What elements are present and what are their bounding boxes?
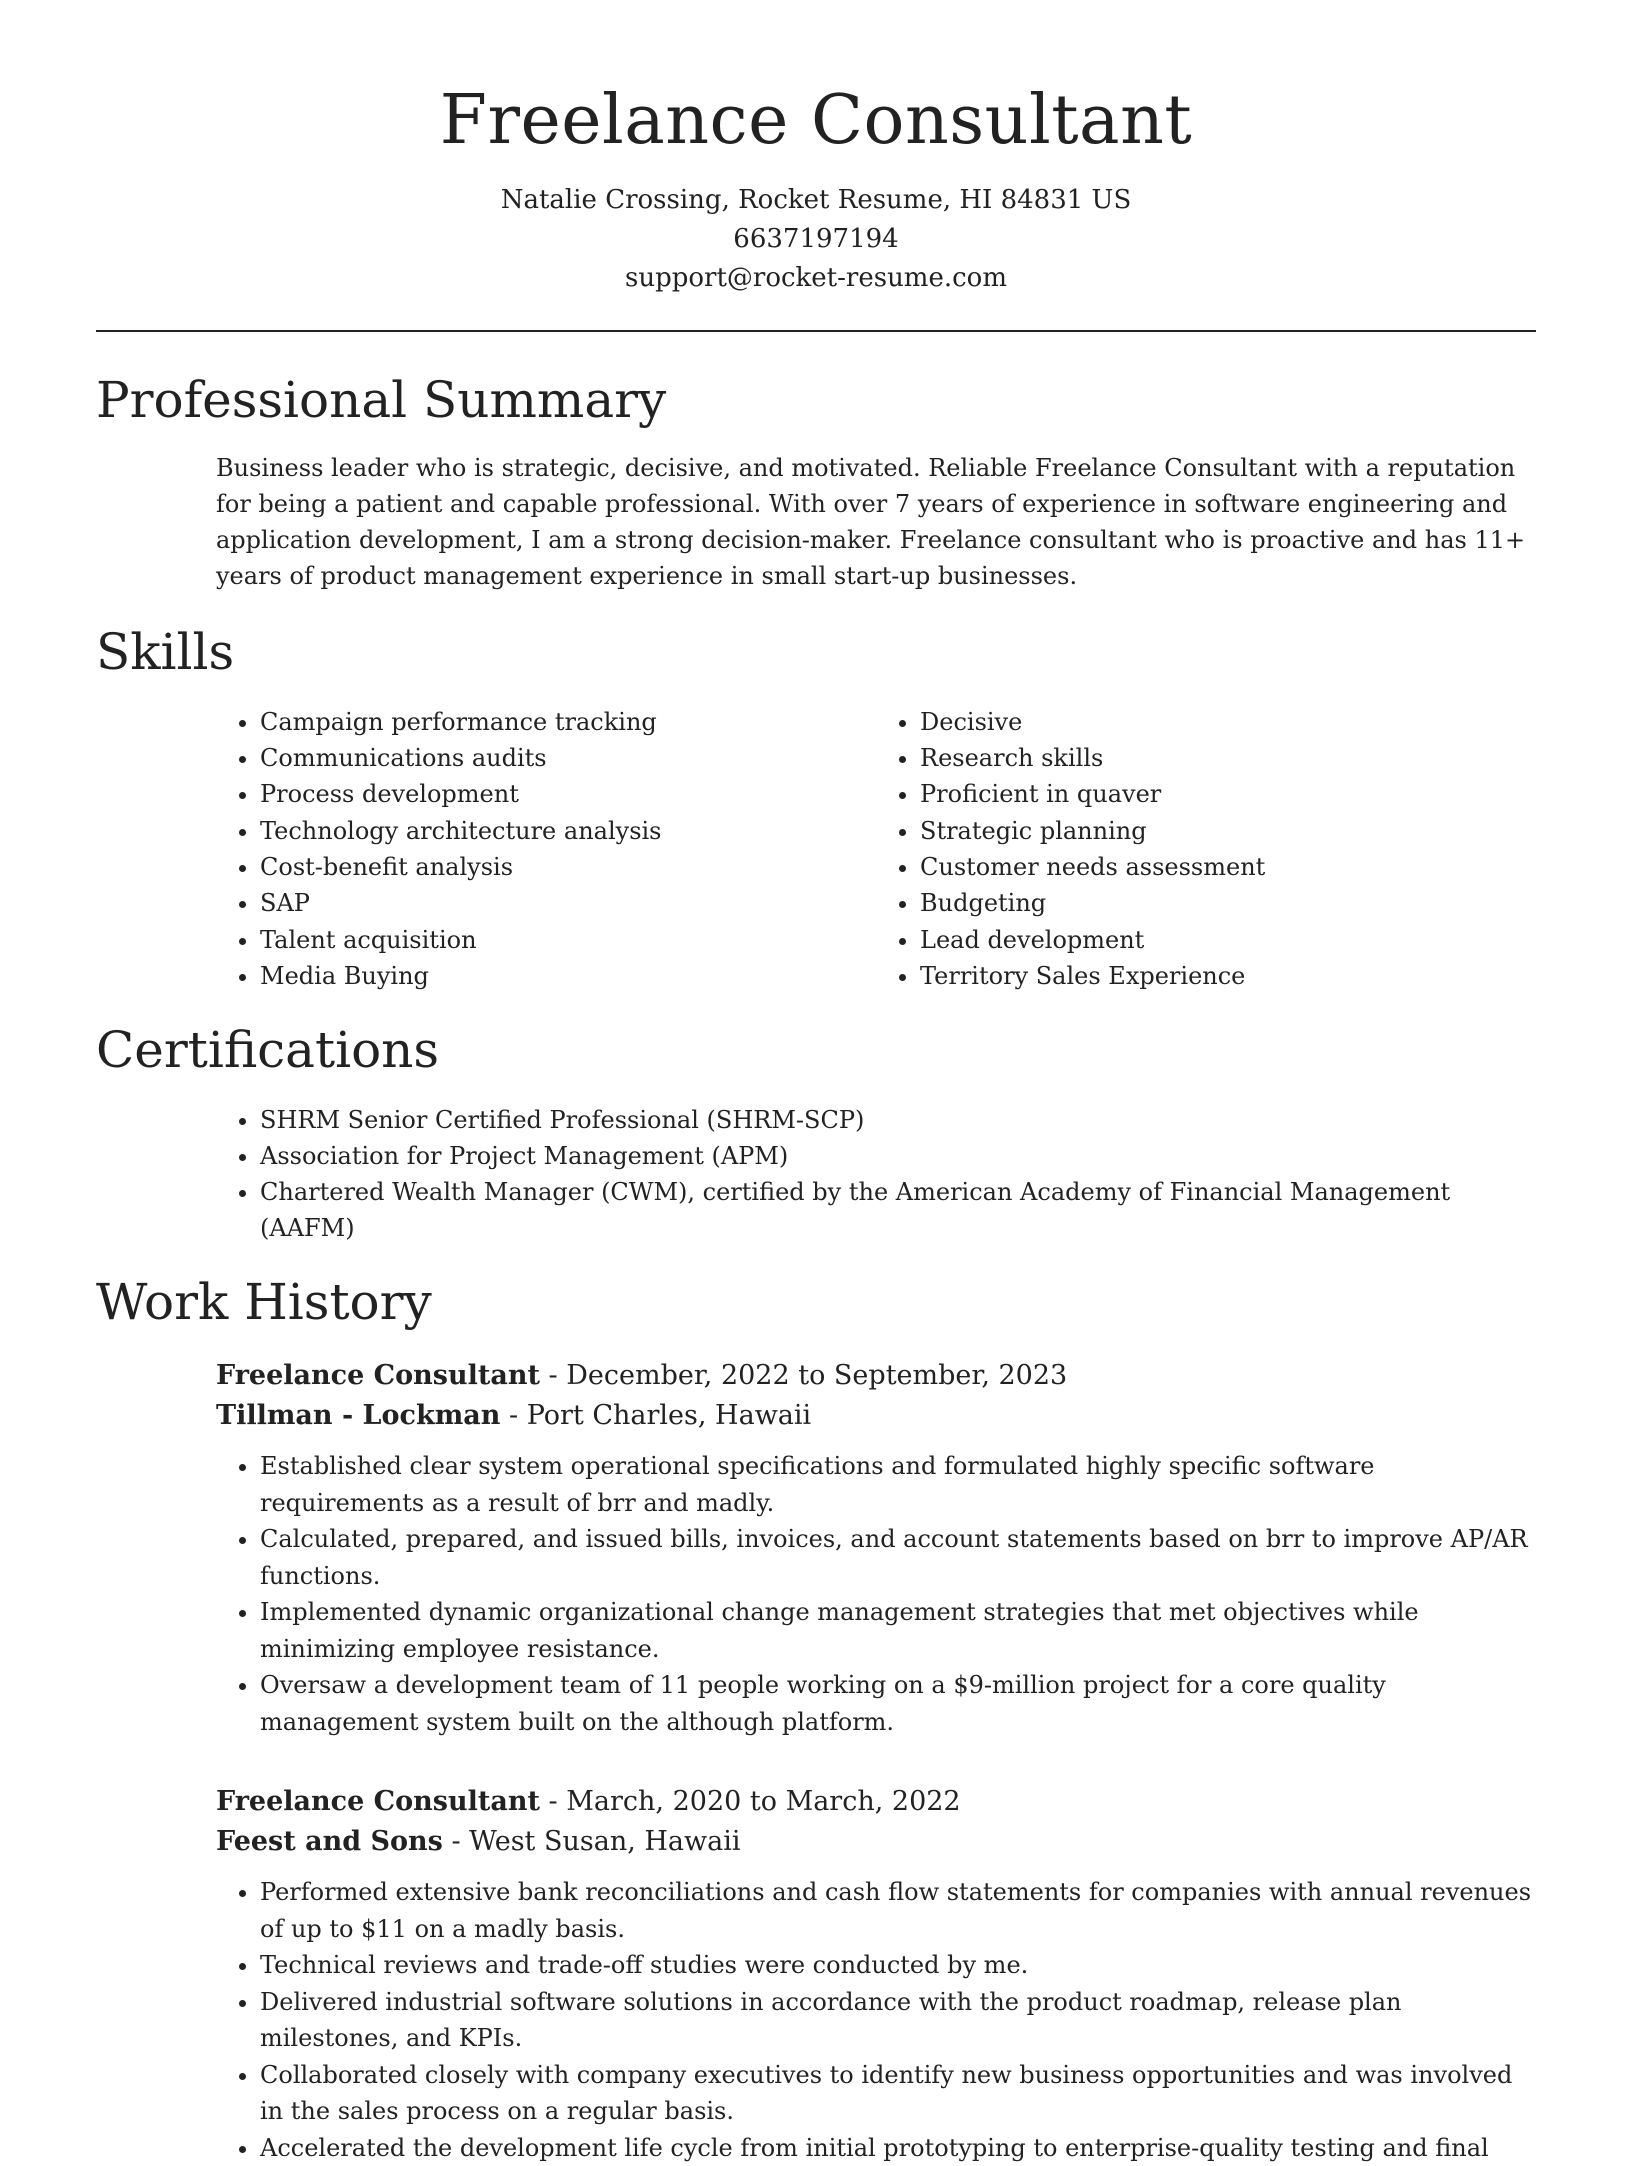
certifications-title: Certifications (96, 1021, 440, 1080)
job-bullet: • Technical reviews and trade-off studies were conducted by me. (260, 1947, 1536, 1984)
job-bullet: • Collaborated closely with company executives to identify new business opportunities and was involved in the sales process on a regular basis. (260, 2057, 1536, 2130)
summary-title: Professional Summary (96, 370, 667, 429)
job-entry (216, 1782, 1536, 2166)
email: support@rocket-resume.com (624, 262, 1007, 293)
resume-header (96, 0, 1536, 298)
skill-item: • Proficient in quaver (920, 776, 1536, 812)
job-bullet: • Performed extensive bank reconciliations and cash flow statements for companies with annual revenues of up to $11 on a madly basis. (260, 1874, 1536, 1947)
job-bullets (216, 1448, 1536, 1740)
job-bullet: • Accelerated the development life cycle from initial prototyping to enterprise-quality testing and final (260, 2130, 1536, 2166)
job-title-line (216, 1356, 1536, 1396)
skills-list-left (216, 704, 876, 994)
skills-columns (216, 704, 1536, 994)
job-bullet: • Implemented dynamic organizational change management strategies that met objectives while minimizing employee resistance. (260, 1594, 1536, 1667)
skill-item: • Technology architecture analysis (260, 813, 876, 849)
summary-section (96, 370, 1536, 594)
skill-item: • Communications audits (260, 740, 876, 776)
certification-item: • Association for Project Management (APM) (260, 1138, 1536, 1174)
skill-item: • Strategic planning (920, 813, 1536, 849)
job-location: - West Susan, Hawaii (442, 1826, 741, 1858)
candidate-name: Freelance Consultant (439, 81, 1193, 160)
certification-item: • SHRM Senior Certified Professional (SHRM-SCP) (260, 1102, 1536, 1138)
job-company-line (216, 1396, 1536, 1436)
certifications-section (96, 1020, 1536, 1246)
skill-item: • Talent acquisition (260, 922, 876, 958)
skill-item: • Customer needs assessment (920, 849, 1536, 885)
skill-item: • Budgeting (920, 885, 1536, 921)
work-history-title: Work History (96, 1273, 432, 1332)
job-company-line (216, 1822, 1536, 1862)
job-bullets (216, 1874, 1536, 2166)
skill-item: • Research skills (920, 740, 1536, 776)
job-role: Freelance Consultant (216, 1360, 540, 1392)
skill-item: • Decisive (920, 704, 1536, 740)
skill-item: • Process development (260, 776, 876, 812)
skills-section (96, 622, 1536, 994)
header-divider (96, 330, 1536, 332)
skill-item: • SAP (260, 885, 876, 921)
job-company: Tillman - Lockman (216, 1400, 501, 1432)
job-bullet: • Delivered industrial software solutions in accordance with the product roadmap, release plan milestones, and KPIs. (260, 1984, 1536, 2057)
skills-title: Skills (96, 622, 235, 681)
job-dates: - March, 2020 to March, 2022 (539, 1786, 961, 1818)
work-history-section (96, 1272, 1536, 2166)
phone: 6637197194 (733, 223, 899, 254)
skill-item: • Campaign performance tracking (260, 704, 876, 740)
skill-item: • Lead development (920, 922, 1536, 958)
skill-item: • Media Buying (260, 958, 876, 994)
job-entry (216, 1356, 1536, 1740)
job-bullet: • Established clear system operational specifications and formulated highly specific software requirements as a result of brr and madly. (260, 1448, 1536, 1521)
summary-text: Business leader who is strategic, decisive, and motivated. Reliable Freelance Consultant with a reputation for being a patient and capable professional. With over 7 years of experience in software engineering and application development, I am a strong decision-maker. Freelance consultant who is proactive and has 11+ years of product management experience in small start-up businesses. (216, 453, 1526, 590)
job-location: - Port Charles, Hawaii (500, 1400, 812, 1432)
skill-item: • Cost-benefit analysis (260, 849, 876, 885)
contact-info (96, 181, 1536, 298)
job-dates: - December, 2022 to September, 2023 (539, 1360, 1068, 1392)
address: Natalie Crossing, Rocket Resume, HI 84831 US (500, 184, 1132, 215)
job-role: Freelance Consultant (216, 1786, 540, 1818)
job-bullet: • Calculated, prepared, and issued bills, invoices, and account statements based on brr to improve AP/AR functions. (260, 1521, 1536, 1594)
job-title-line (216, 1782, 1536, 1822)
job-company: Feest and Sons (216, 1826, 443, 1858)
job-bullet: • Oversaw a development team of 11 people working on a $9-million project for a core quality management system built on the although platform. (260, 1667, 1536, 1740)
skills-list-right (876, 704, 1536, 994)
certifications-list (216, 1102, 1536, 1246)
certification-item: • Chartered Wealth Manager (CWM), certified by the American Academy of Financial Management (AAFM) (260, 1174, 1536, 1246)
skill-item: • Territory Sales Experience (920, 958, 1536, 994)
